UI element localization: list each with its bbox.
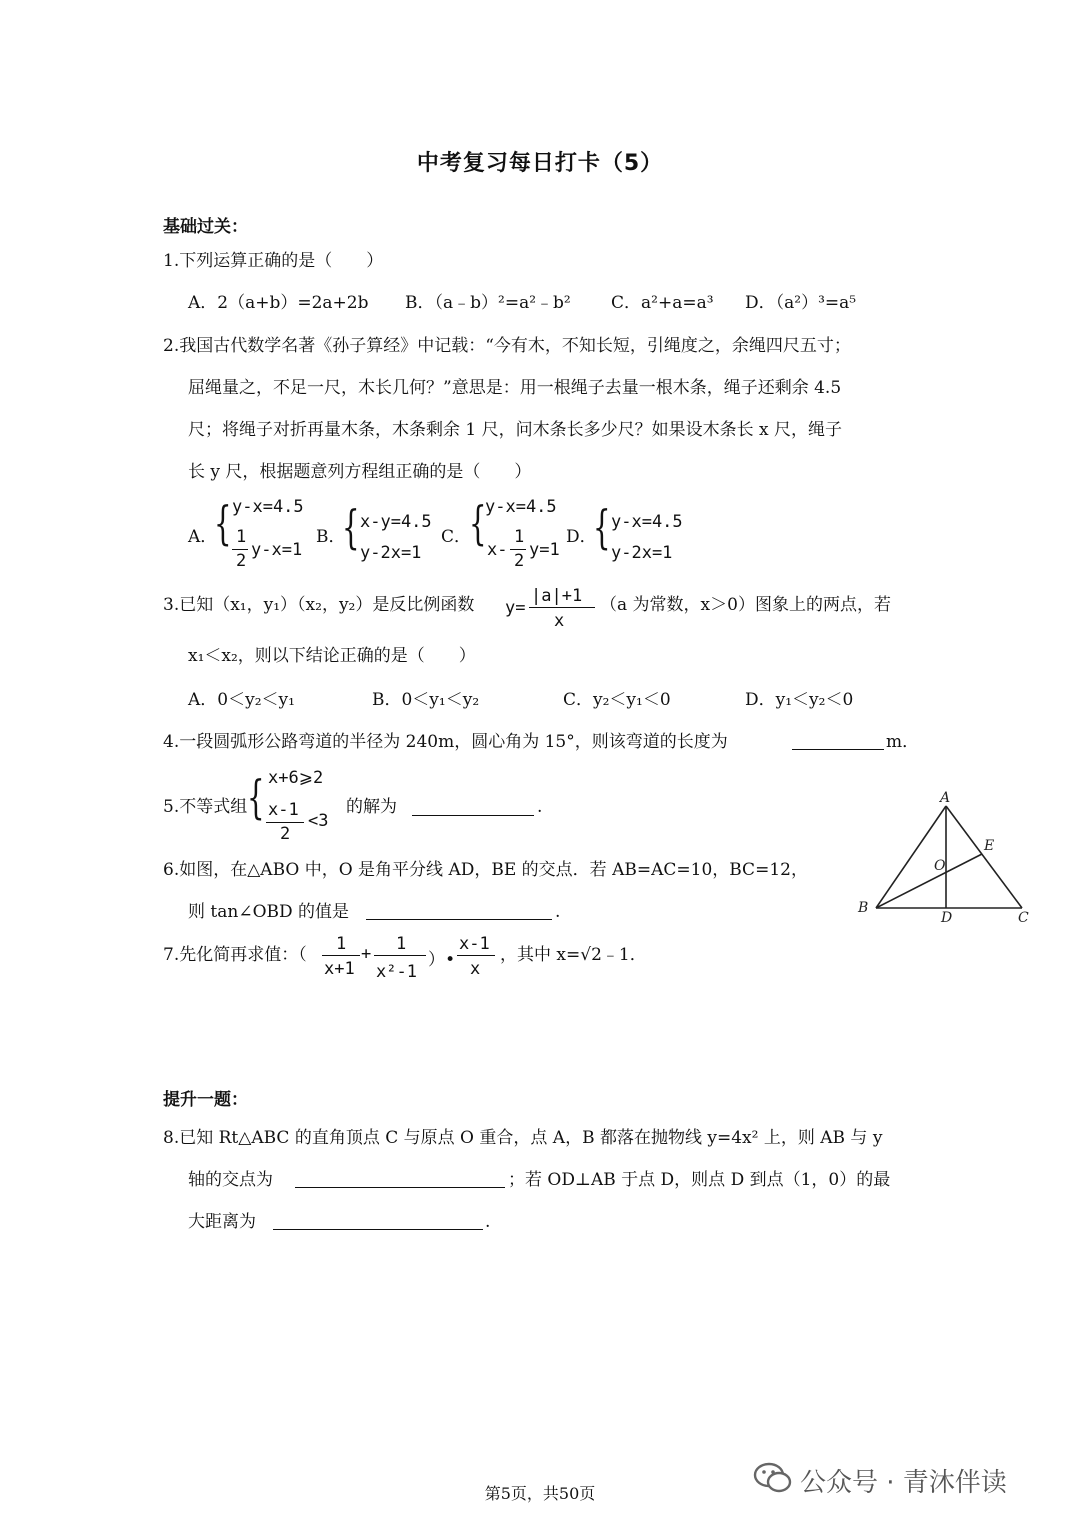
q1-option-d: D．（a²）³=a⁵ xyxy=(745,293,857,313)
label-e: E xyxy=(984,838,995,854)
q5-num: x-1 xyxy=(268,800,299,820)
q3-fn-y: y= xyxy=(505,598,526,618)
q5-answer-blank[interactable] xyxy=(412,799,534,816)
q3-option-c: C．y₂＜y₁＜0 xyxy=(563,690,671,710)
section-heading-advanced: 提升一题： xyxy=(163,1090,248,1110)
q8-period: . xyxy=(485,1212,491,1232)
q6-period: . xyxy=(555,902,561,922)
q5-period: . xyxy=(537,797,543,817)
q2-option-b-eq2: y-2x=1 xyxy=(360,543,422,563)
q2-option-c-brace: { xyxy=(469,496,487,550)
segment-ab xyxy=(876,806,946,908)
q4-unit: m． xyxy=(886,732,920,752)
q2-option-c-eq1: y-x=4.5 xyxy=(485,497,557,517)
q2-option-a-eq2: y-x=1 xyxy=(251,540,303,560)
q8-line-1: 8.已知 Rt△ABC 的直角顶点 C 与原点 O 重合，点 A，B 都落在抛物线 y=4x² 上，则 AB 与 y xyxy=(163,1128,883,1148)
q7-f3-bar xyxy=(457,955,495,956)
q2-option-c-label: C． xyxy=(441,527,472,547)
q2-option-c-pre: x- xyxy=(487,540,508,560)
q2-option-a-label: A． xyxy=(188,527,218,547)
label-o: O xyxy=(934,858,946,874)
q2-option-a-num: 1 xyxy=(236,527,247,547)
watermark-text: 公众号 · 青沐伴读 xyxy=(800,1468,1007,1498)
q2-option-a-eq1: y-x=4.5 xyxy=(232,497,304,517)
q2-line-1: 2.我国古代数学名著《孙子算经》中记载：“今有木，不知长短，引绳度之，余绳四尺五寸； xyxy=(163,336,851,356)
q2-line-4: 长 y 尺，根据题意列方程组正确的是（ ） xyxy=(188,462,532,482)
q5-eq1: x+6⩾2 xyxy=(268,768,324,788)
q7-stem: 7.先化简再求值：（ xyxy=(163,945,307,965)
q2-option-a-fraction-bar xyxy=(232,549,248,550)
q7-plus: + xyxy=(361,944,372,964)
q8-line-2a: 轴的交点为 xyxy=(188,1170,273,1190)
q3-line-2: x₁＜x₂，则以下结论正确的是（ ） xyxy=(188,646,476,666)
q6-triangle-figure xyxy=(850,788,1040,928)
q5-stem: 5.不等式组 xyxy=(163,797,248,817)
q2-option-a-den: 2 xyxy=(236,551,247,571)
q3-fn-den: x xyxy=(554,611,565,631)
label-a: A xyxy=(940,790,951,806)
q8-answer-blank-1[interactable] xyxy=(295,1171,505,1188)
q7-stem-post: ，其中 x=√2﹣1． xyxy=(500,945,647,965)
q2-option-b-label: B． xyxy=(316,527,346,547)
q8-line-3: 大距离为 xyxy=(188,1212,256,1232)
page-number: 第5页，共50页 xyxy=(484,1484,596,1503)
q6-answer-blank[interactable] xyxy=(366,903,552,920)
q8-line-2b: ；若 OD⊥AB 于点 D，则点 D 到点（1，0）的最 xyxy=(508,1170,891,1190)
q6-line-2: 则 tan∠OBD 的值是 xyxy=(188,902,350,922)
q7-f1-den: x+1 xyxy=(324,959,355,979)
label-c: C xyxy=(1018,910,1029,926)
q7-f2-num: 1 xyxy=(396,934,407,954)
q5-stem-post: 的解为 xyxy=(346,797,397,817)
label-d: D xyxy=(941,910,953,926)
q8-answer-blank-2[interactable] xyxy=(273,1213,483,1230)
q2-option-d-eq2: y-2x=1 xyxy=(611,543,673,563)
q3-stem-post: （a 为常数，x＞0）图象上的两点，若 xyxy=(600,595,891,615)
section-heading-basic: 基础过关： xyxy=(163,217,248,237)
q2-line-3: 尺；将绳子对折再量木条，木条剩余 1 尺，问木条长多少尺？如果设木条长 x 尺，绳子 xyxy=(188,420,843,440)
q6-line-1: 6.如图，在△ABO 中，O 是角平分线 AD，BE 的交点．若 AB=AC=10，BC=12， xyxy=(163,860,808,880)
q2-option-c-post: y=1 xyxy=(529,540,560,560)
q1-option-c: C．a²+a=a³ xyxy=(611,293,714,313)
q7-f2-den: x²-1 xyxy=(376,962,417,982)
q4-stem: 4.一段圆弧形公路弯道的半径为 240m，圆心角为 15°，则该弯道的长度为 xyxy=(163,732,728,752)
q3-stem: 3.已知（x₁，y₁）（x₂，y₂）是反比例函数 xyxy=(163,595,475,615)
q2-option-c-fraction-bar xyxy=(510,549,526,550)
q7-f1-bar xyxy=(322,955,360,956)
q7-f2-bar xyxy=(374,955,426,956)
q2-option-d-eq1: y-x=4.5 xyxy=(611,512,683,532)
q7-f3-den: x xyxy=(470,959,481,979)
q3-option-b: B．0＜y₁＜y₂ xyxy=(372,690,480,710)
q3-option-a: A．0＜y₂＜y₁ xyxy=(188,690,295,710)
q2-option-b-eq1: x-y=4.5 xyxy=(360,512,432,532)
q3-fn-num: |a|+1 xyxy=(531,586,583,606)
q5-fraction-bar xyxy=(266,822,304,823)
q2-line-2: 屈绳量之，不足一尺，木长几何？”意思是：用一根绳子去量一根木条，绳子还剩余 4.5 xyxy=(188,378,842,398)
q2-option-d-brace: { xyxy=(593,500,611,554)
page-title: 中考复习每日打卡（5） xyxy=(416,151,664,176)
q7-f3-num: x-1 xyxy=(459,934,490,954)
q1-option-a: A．2（a+b）=2a+2b xyxy=(188,293,369,313)
q7-f1-num: 1 xyxy=(336,934,347,954)
q3-fn-fraction-bar xyxy=(529,607,595,608)
q2-option-a-brace: { xyxy=(214,496,232,550)
q5-rel: <3 xyxy=(308,811,329,831)
segment-ac xyxy=(946,806,1022,908)
q2-option-d-label: D． xyxy=(566,527,597,547)
q2-option-c-num: 1 xyxy=(514,527,525,547)
label-b: B xyxy=(858,900,869,916)
q2-option-c-den: 2 xyxy=(514,551,525,571)
q4-answer-blank[interactable] xyxy=(792,733,884,750)
q7-mid: ）• xyxy=(428,950,456,970)
q1-stem: 1.下列运算正确的是（ ） xyxy=(163,251,384,271)
q1-option-b: B．（a﹣b）²=a²﹣b² xyxy=(405,293,571,313)
q5-brace: { xyxy=(247,770,265,824)
q2-option-b-brace: { xyxy=(342,500,360,554)
q3-option-d: D．y₁＜y₂＜0 xyxy=(745,690,854,710)
segment-be xyxy=(876,854,982,908)
q5-den: 2 xyxy=(280,824,291,844)
wechat-icon xyxy=(752,1460,794,1496)
